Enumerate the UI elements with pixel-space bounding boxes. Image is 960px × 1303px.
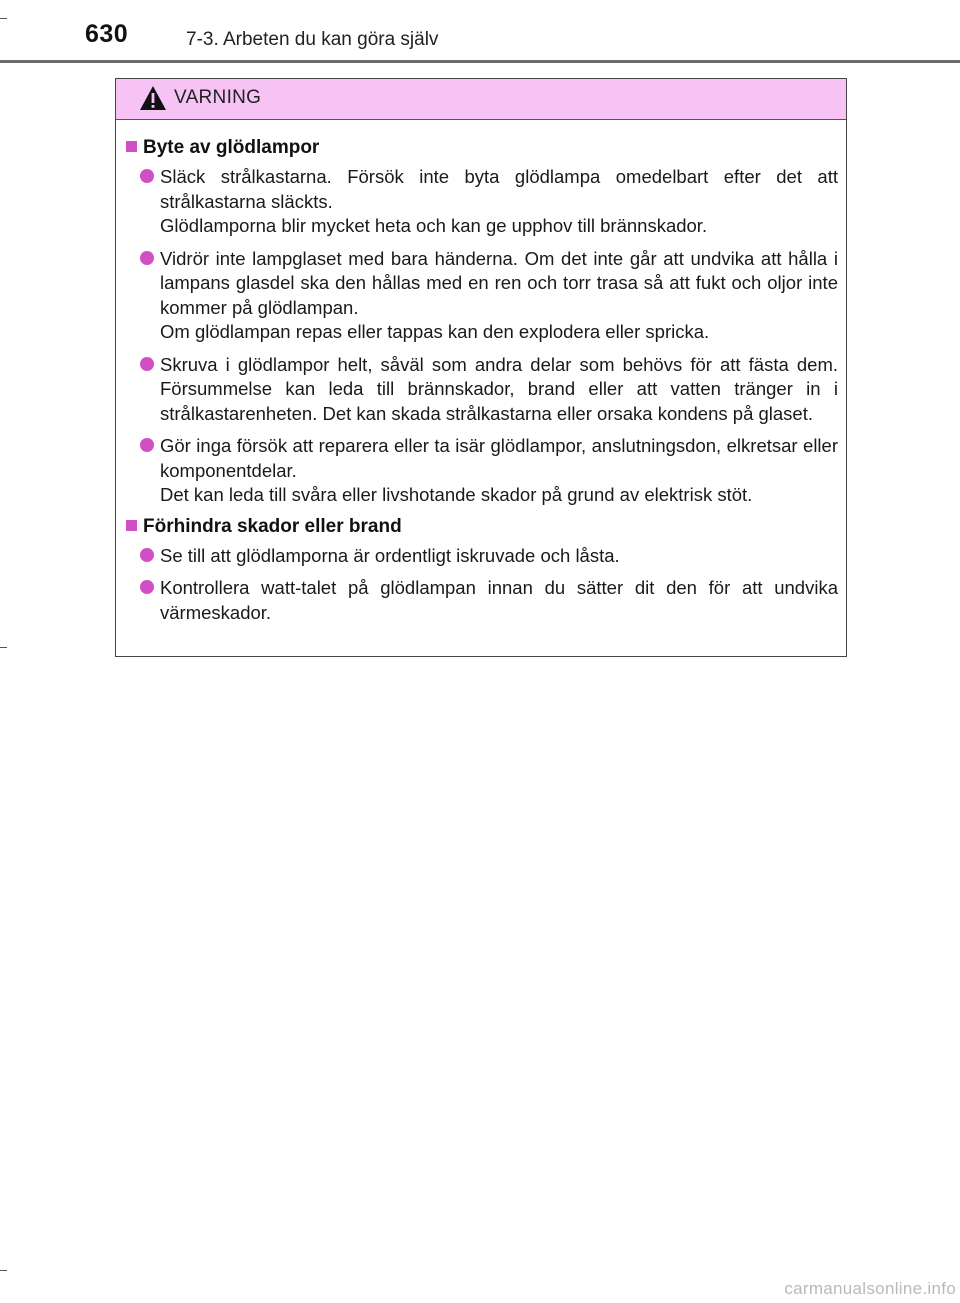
circle-bullet-icon: [140, 251, 154, 265]
item-text: Skruva i glödlampor helt, såväl som andra delar som behövs för att fästa dem. Försummelse kan leda till brännskador, brand eller att vatten tränger in i strålkastarenheten. Det kan skada strålkastarna eller orsaka kondens på glaset.: [160, 353, 838, 424]
section-heading: [126, 516, 838, 538]
section-heading-text: Byte av glödlampor: [143, 137, 320, 158]
circle-bullet-icon: [140, 357, 154, 371]
warning-header: [116, 79, 846, 120]
item-text: Vidrör inte lampglaset med bara händerna. Om det inte går att undvika att hålla i lampans glasdel ska den hållas med en ren och torr trasa så att fukt och oljor inte kommer på glödlampan.: [160, 247, 838, 318]
page-number: 630: [85, 20, 129, 48]
warning-label: VARNING: [174, 87, 262, 108]
item-text: Kontrollera watt-talet på glödlampan innan du sätter dit den för att undvika värmeskador.: [160, 577, 838, 623]
item-text: Gör inga försök att reparera eller ta isär glödlampor, anslutningsdon, elkretsar eller komponentdelar.: [160, 435, 838, 481]
circle-bullet-icon: [140, 169, 154, 183]
circle-bullet-icon: [140, 438, 154, 452]
list-item: [140, 434, 838, 508]
warning-triangle-icon: [139, 85, 167, 111]
item-text: Se till att glödlamporna är ordentligt iskruvade och låsta.: [160, 544, 620, 566]
list-item: [140, 247, 838, 345]
item-note: Om glödlampan repas eller tappas kan den explodera eller spricka.: [160, 321, 710, 342]
page-header: [0, 0, 960, 62]
circle-bullet-icon: [140, 580, 154, 594]
item-text: Släck strålkastarna. Försök inte byta glödlampa omedelbart efter det att strålkastarna släckts.: [160, 166, 838, 212]
crop-mark: [0, 1270, 7, 1271]
header-divider: [0, 60, 960, 63]
list-item: [140, 544, 838, 569]
item-note: Det kan leda till svåra eller livshotande skador på grund av elektrisk stöt.: [160, 484, 753, 505]
item-note: Glödlamporna blir mycket heta och kan ge upphov till brännskador.: [160, 215, 708, 236]
list-item: [140, 165, 838, 239]
square-bullet-icon: [126, 520, 137, 531]
crop-mark: [0, 647, 7, 648]
warning-box: [115, 78, 847, 657]
section-heading-text: Förhindra skador eller brand: [143, 515, 402, 537]
warning-body: [116, 120, 846, 625]
section-heading: [126, 137, 838, 159]
circle-bullet-icon: [140, 548, 154, 562]
list-item: [140, 353, 838, 427]
section-title: 7-3. Arbeten du kan göra själv: [186, 29, 439, 50]
list-item: [140, 576, 838, 625]
watermark: carmanualsonline.info: [784, 1279, 956, 1298]
square-bullet-icon: [126, 141, 137, 152]
